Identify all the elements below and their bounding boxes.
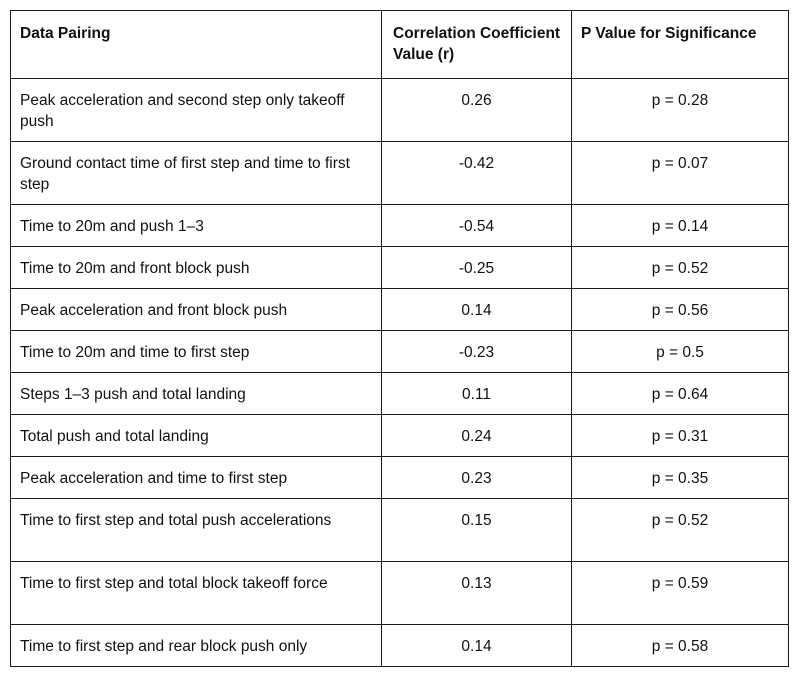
table-row bbox=[11, 289, 789, 331]
table-row bbox=[11, 331, 789, 373]
r-cell: 0.24 bbox=[382, 415, 572, 457]
pairing-cell: Peak acceleration and second step only takeoff push bbox=[11, 79, 382, 142]
pairing-cell: Time to 20m and push 1–3 bbox=[11, 205, 382, 247]
pairing-cell: Peak acceleration and time to first step bbox=[11, 457, 382, 499]
header-p-value: P Value for Significance bbox=[572, 11, 789, 79]
r-cell: -0.23 bbox=[382, 331, 572, 373]
p-cell: p = 0.35 bbox=[572, 457, 789, 499]
p-cell: p = 0.07 bbox=[572, 142, 789, 205]
table-row bbox=[11, 415, 789, 457]
p-cell: p = 0.31 bbox=[572, 415, 789, 457]
r-cell: 0.13 bbox=[382, 562, 572, 625]
header-row bbox=[11, 11, 789, 79]
table-row bbox=[11, 499, 789, 562]
table-row bbox=[11, 205, 789, 247]
header-correlation-coefficient: Correlation Coefficient Value (r) bbox=[382, 11, 572, 79]
p-cell: p = 0.5 bbox=[572, 331, 789, 373]
p-cell: p = 0.52 bbox=[572, 499, 789, 562]
pairing-cell: Time to 20m and time to first step bbox=[11, 331, 382, 373]
header-data-pairing: Data Pairing bbox=[11, 11, 382, 79]
pairing-cell: Ground contact time of first step and time to first step bbox=[11, 142, 382, 205]
table-row bbox=[11, 625, 789, 667]
table-row bbox=[11, 79, 789, 142]
r-cell: -0.25 bbox=[382, 247, 572, 289]
r-cell: 0.14 bbox=[382, 289, 572, 331]
p-cell: p = 0.56 bbox=[572, 289, 789, 331]
p-cell: p = 0.64 bbox=[572, 373, 789, 415]
correlation-table bbox=[10, 10, 789, 667]
pairing-cell: Time to first step and rear block push only bbox=[11, 625, 382, 667]
pairing-cell: Time to first step and total block takeoff force bbox=[11, 562, 382, 625]
r-cell: -0.54 bbox=[382, 205, 572, 247]
pairing-cell: Time to first step and total push accelerations bbox=[11, 499, 382, 562]
pairing-cell: Steps 1–3 push and total landing bbox=[11, 373, 382, 415]
pairing-cell: Total push and total landing bbox=[11, 415, 382, 457]
pairing-cell: Time to 20m and front block push bbox=[11, 247, 382, 289]
table-row bbox=[11, 247, 789, 289]
table-row bbox=[11, 457, 789, 499]
pairing-cell: Peak acceleration and front block push bbox=[11, 289, 382, 331]
r-cell: 0.23 bbox=[382, 457, 572, 499]
r-cell: 0.11 bbox=[382, 373, 572, 415]
p-cell: p = 0.59 bbox=[572, 562, 789, 625]
table-row bbox=[11, 562, 789, 625]
p-cell: p = 0.58 bbox=[572, 625, 789, 667]
table-row bbox=[11, 373, 789, 415]
p-cell: p = 0.52 bbox=[572, 247, 789, 289]
p-cell: p = 0.28 bbox=[572, 79, 789, 142]
r-cell: 0.15 bbox=[382, 499, 572, 562]
r-cell: 0.14 bbox=[382, 625, 572, 667]
table-row bbox=[11, 142, 789, 205]
p-cell: p = 0.14 bbox=[572, 205, 789, 247]
r-cell: -0.42 bbox=[382, 142, 572, 205]
r-cell: 0.26 bbox=[382, 79, 572, 142]
